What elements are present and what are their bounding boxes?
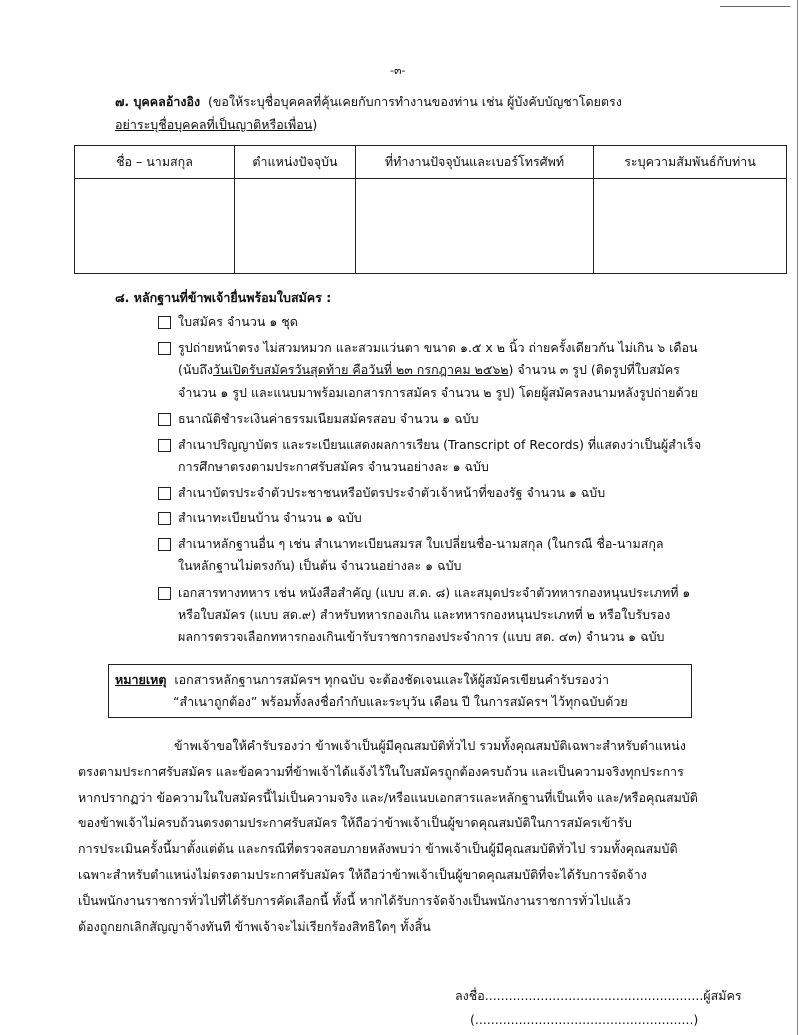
checkbox[interactable]: [158, 512, 171, 525]
note-box: [108, 664, 692, 718]
signature-name-line[interactable]: (.......................................................): [470, 1012, 699, 1027]
col-relationship: ระบุความสัมพันธ์กับท่าน: [594, 146, 787, 179]
declaration-line: ต้องถูกยกเลิกสัญญาจ้างทันที ข้าพเจ้าจะไม่เรียกร้องสิทธิใดๆ ทั้งสิ้น: [78, 918, 431, 934]
checkbox[interactable]: [158, 538, 171, 551]
checkbox[interactable]: [158, 316, 171, 329]
section7-heading: ๗. บุคคลอ้างอิง: [115, 94, 201, 109]
cell-name[interactable]: [75, 179, 235, 274]
section7-instruction-2: [115, 116, 317, 134]
evidence-item-line: [178, 361, 680, 379]
section7-title: [115, 93, 622, 111]
checkbox[interactable]: [158, 439, 171, 452]
declaration-line: การประเมินครั้งนี้มาตั้งแต่ต้น และกรณีที่ตรวจสอบภายหลังพบว่า ข้าพเจ้าเป็นผู้มีคุณสมบัติทั่วไป รวมทั้งคุณสมบัติ: [78, 841, 678, 857]
note-label: หมายเหตุ: [115, 672, 167, 687]
declaration-line: ข้าพเจ้าขอให้คำรับรองว่า ข้าพเจ้าเป็นผู้มีคุณสมบัติทั่วไป รวมทั้งคุณสมบัติเฉพาะสำหรับตำแหน่ง: [174, 738, 686, 753]
evidence-item-line: การศึกษาตรงตามประกาศรับสมัคร จำนวนอย่างละ ๑ ฉบับ: [178, 459, 489, 474]
section7-warning: อย่าระบุชื่อบุคคลที่เป็นญาติหรือเพื่อน: [115, 117, 313, 132]
declaration-line: หากปรากฏว่า ข้อความในใบสมัครนี้ไม่เป็นความจริง และ/หรือแนบเอกสารและหลักฐานที่เป็นเท็จ และ/หรือคุณสมบัติ: [78, 789, 698, 805]
declaration-line: ของข้าพเจ้าไม่ครบถ้วนตรงตามประกาศรับสมัคร ให้ถือว่าข้าพเจ้าเป็นผู้ขาดคุณสมบัติในการสมัครเข้ารับ: [78, 815, 632, 831]
note-line-1: [115, 671, 609, 689]
checkbox[interactable]: [158, 413, 171, 426]
reference-table: [74, 145, 787, 274]
evidence-item-line: ผลการตรวจเลือกทหารกองเกินเข้ารับราชการกองประจำการ (แบบ สด. ๔๓) จำนวน ๑ ฉบับ: [178, 629, 665, 644]
note-line-2: “สำเนาถูกต้อง” พร้อมทั้งลงชื่อกำกับและระบุวัน เดือน ปี ในการสมัครฯ ไว้ทุกฉบับด้วย: [173, 694, 628, 709]
scan-edge: [797, 0, 798, 1035]
evidence-item-line: สำเนาปริญญาบัตร และระเบียนแสดงผลการเรียน (Transcript of Records) ที่แสดงว่าเป็นผู้สำเร็จ: [178, 437, 702, 452]
cell-relationship[interactable]: [594, 179, 787, 274]
declaration-line: เฉพาะสำหรับตำแหน่งไม่ตรงตามประกาศรับสมัคร ให้ถือว่าข้าพเจ้าเป็นผู้ขาดคุณสมบัติที่จะได้รับการจัดจ้าง: [78, 867, 647, 882]
paren: ): [312, 117, 318, 132]
text-span: (นับถึง: [178, 362, 214, 377]
scan-mark: [720, 6, 790, 7]
declaration-line: เป็นพนักงานราชการทั่วไปที่ได้รับการคัดเลือกนี้ ทั้งนี้ หากได้รับการจัดจ้างเป็นพนักงานราชการทั่วไปแล้ว: [78, 892, 631, 908]
col-position: ตำแหน่งปัจจุบัน: [235, 146, 356, 179]
col-name: ชื่อ – นามสกุล: [75, 146, 235, 179]
declaration-line: ตรงตามประกาศรับสมัคร และข้อความที่ข้าพเจ้าได้แจ้งไว้ในใบสมัครถูกต้องครบถ้วน และเป็นความจริงทุกประการ: [78, 763, 684, 779]
checkbox[interactable]: [158, 587, 171, 600]
cell-workplace[interactable]: [356, 179, 594, 274]
col-workplace: ที่ทำงานปัจจุบันและเบอร์โทรศัพท์: [356, 146, 594, 179]
evidence-item-line: เอกสารทางทหาร เช่น หนังสือสำคัญ (แบบ ส.ด. ๘) และสมุดประจำตัวทหารกองหนุนประเภทที่ ๑: [178, 585, 691, 600]
section8-heading: ๘. หลักฐานที่ข้าพเจ้ายื่นพร้อมใบสมัคร :: [115, 290, 332, 305]
evidence-item-line: หรือใบสมัคร (แบบ สด.๙) สำหรับทหารกองเกิน และทหารกองหนุนประเภทที่ ๒ หรือใบรับรอง: [178, 607, 671, 622]
checkbox[interactable]: [158, 342, 171, 355]
checkbox[interactable]: [158, 487, 171, 500]
evidence-item-line: สำเนาหลักฐานอื่น ๆ เช่น สำเนาทะเบียนสมรส ใบเปลี่ยนชื่อ-นามสกุล (ในกรณี ชื่อ-นามสกุล: [178, 536, 664, 551]
evidence-item-line: จำนวน ๑ รูป และแนบมาพร้อมเอกสารการสมัคร จำนวน ๒ รูป) โดยผู้สมัครลงนามหลังรูปถ่ายด้วย: [178, 385, 698, 400]
text-span: วันเปิดรับสมัครวันสุดท้าย คือวันที่ ๒๓ กรกฎาคม ๒๕๖๒: [213, 362, 509, 377]
evidence-item-line: ใบสมัคร จำนวน ๑ ชุด: [178, 314, 298, 329]
section7-instruction: (ขอให้ระบุชื่อบุคคลที่คุ้นเคยกับการทำงานของท่าน เช่น ผู้บังคับบัญชาโดยตรง: [208, 94, 622, 109]
cell-position[interactable]: [235, 179, 356, 274]
evidence-item-line: สำเนาบัตรประจำตัวประชาชนหรือบัตรประจำตัวเจ้าหน้าที่ของรัฐ จำนวน ๑ ฉบับ: [178, 485, 606, 500]
text-span: ) จำนวน ๓ รูป (ติดรูปที่ใบสมัคร: [508, 362, 680, 377]
note-text-1: เอกสารหลักฐานการสมัครฯ ทุกฉบับ จะต้องชัดเจนและให้ผู้สมัครเขียนคำรับรองว่า: [174, 672, 610, 687]
evidence-item-line: รูปถ่ายหน้าตรง ไม่สวมหมวก และสวมแว่นตา ขนาด ๑.๕ x ๒ นิ้ว ถ่ายครั้งเดียวกัน ไม่เกิน ๖ เดือน: [178, 340, 698, 355]
page-number: -๓-: [390, 64, 406, 77]
evidence-item-line: ในหลักฐานไม่ตรงกัน) เป็นต้น จำนวนอย่างละ ๑ ฉบับ: [178, 558, 462, 573]
evidence-item-line: ธนาณัติชำระเงินค่าธรรมเนียมสมัครสอบ จำนวน ๑ ฉบับ: [178, 411, 479, 426]
evidence-item-line: สำเนาทะเบียนบ้าน จำนวน ๑ ฉบับ: [178, 510, 362, 525]
signature-line[interactable]: ลงชื่อ.......................................................ผู้สมัคร: [455, 988, 742, 1003]
